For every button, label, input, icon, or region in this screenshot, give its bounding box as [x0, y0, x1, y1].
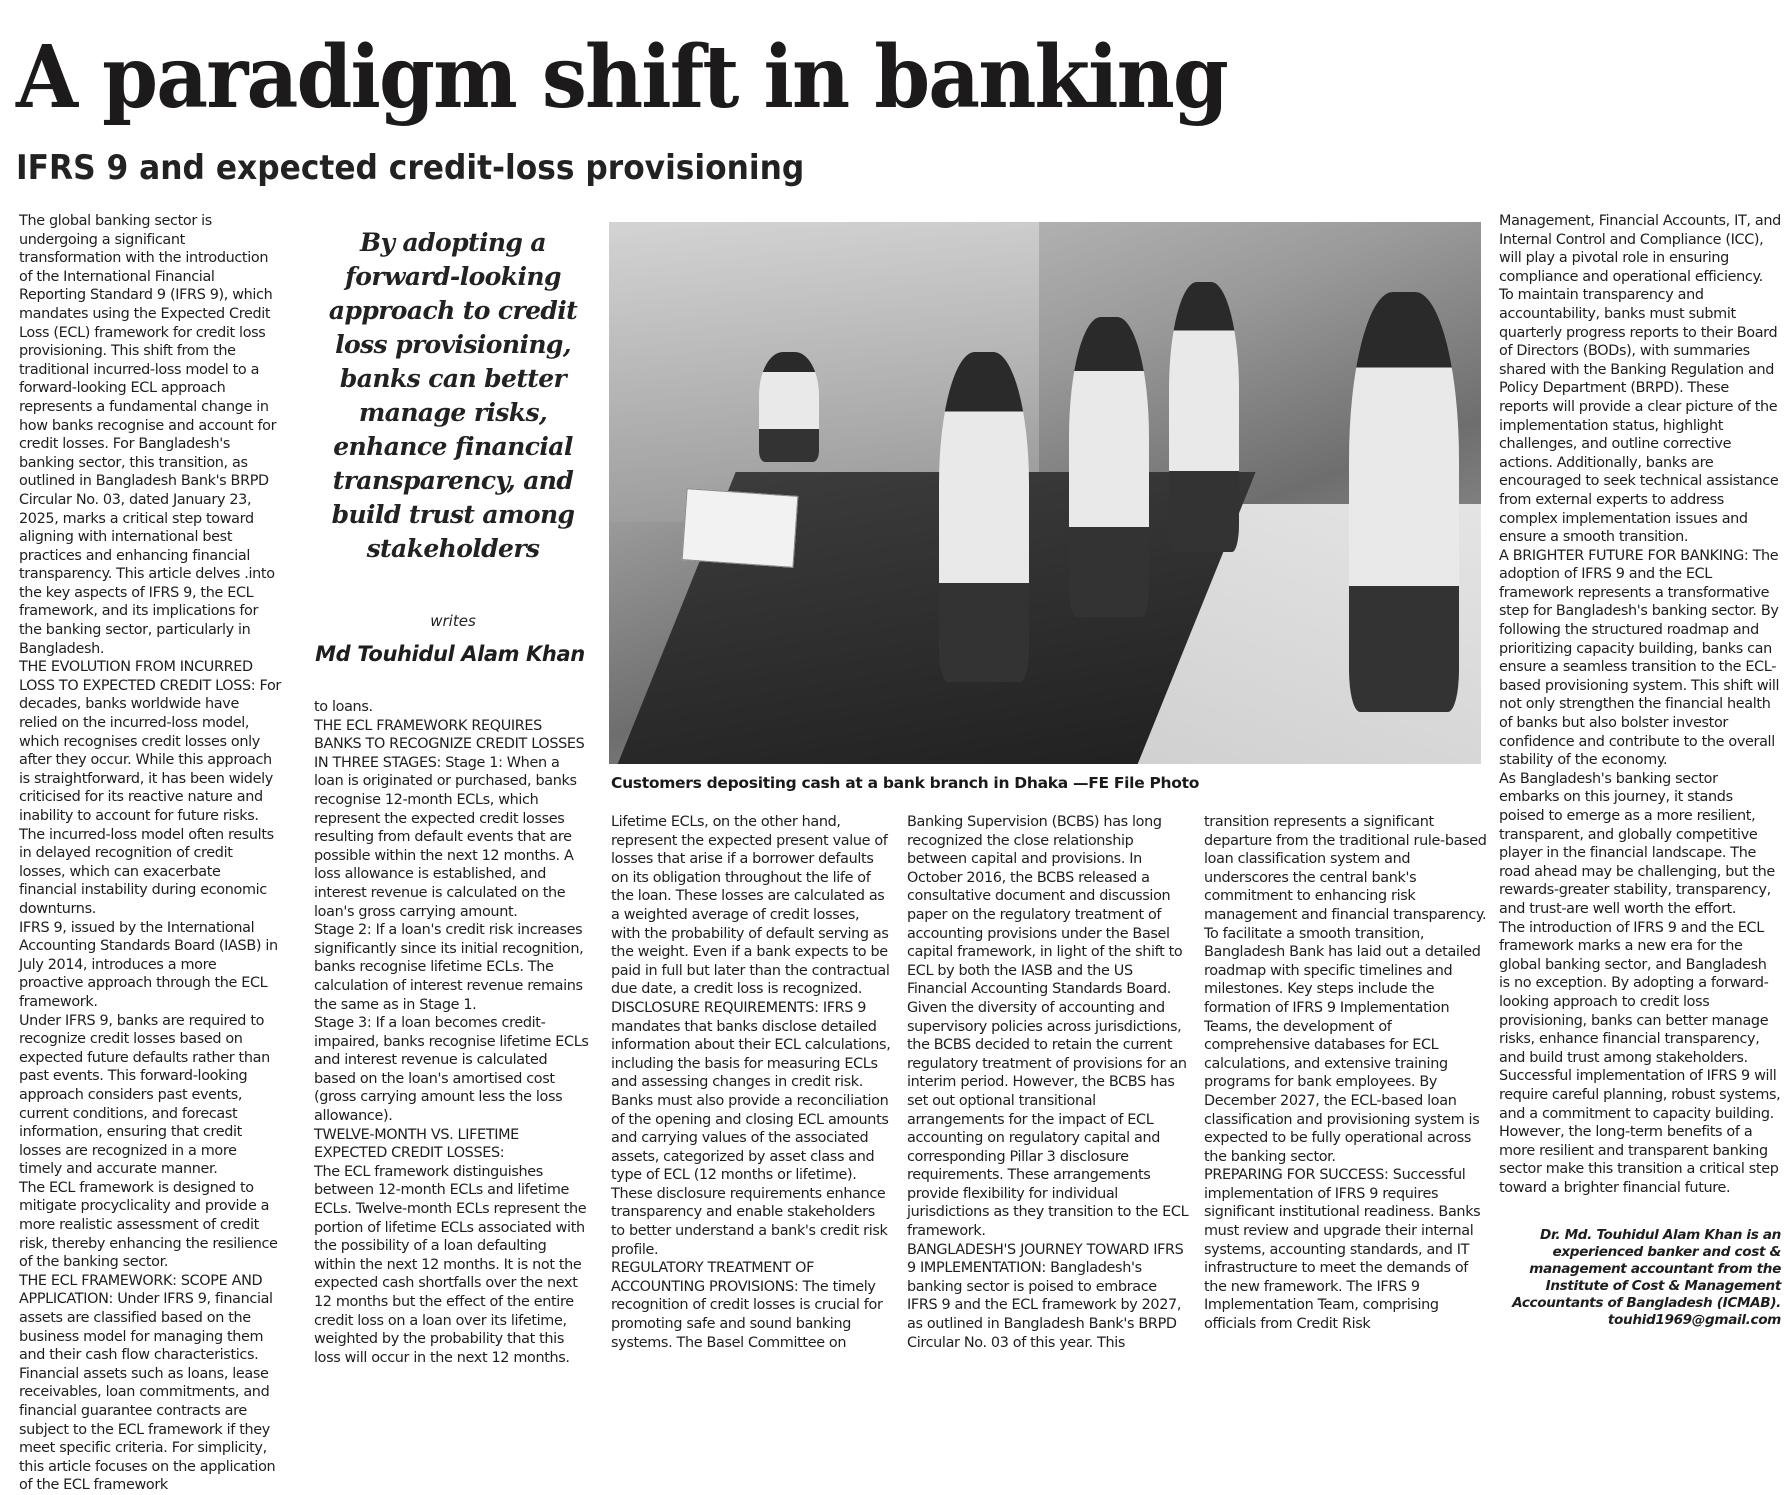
paragraph: The global banking sector is undergoing a significant transformation with the introduction of the International Financial Reporting Standard 9 (IFRS 9), which mandates using the Expected Credit Loss (ECL) framework for credit loss provisioning. This shift from the traditional incurred-loss model to a forward-looking ECL approach represents a fundamental change in how banks recognise and account for credit losses. For Bangladesh's banking sector, this transition, as outlined in Bangladesh Bank's BRPD Circular No. 03, dated January 23, 2025, marks a critical step toward aligning with international best practices and enhancing financial transparency. This article delves .into the key aspects of IFRS 9, the ECL framework, and its implications for the banking sector, particularly in Bangladesh. — [19, 213, 277, 657]
paragraph: DISCLOSURE REQUIREMENTS: IFRS 9 mandates that banks disclose detailed information about their ECL calculations, including the basis for measuring ECLs and assessing changes in credit risk. Banks must also provide a reconciliation of the opening and closing ECL amounts and carrying values of the associated assets, categorized by asset class and type of ECL (12 months or lifetime). These disclosure requirements enhance transparency and enable stakeholders to better understand a bank's credit risk profile. — [611, 999, 891, 1258]
bio-line: experienced banker and cost & — [1552, 1244, 1781, 1261]
paragraph: Under IFRS 9, banks are required to recognize credit losses based on expected future defaults rather than past events. This forward-looking approach considers past events, current conditions, and forecast information, ensuring that credit losses are recognized in a more timely and accurate manner. — [19, 1012, 270, 1178]
paragraph: Management, Financial Accounts, IT, and Internal Control and Compliance (ICC), will play a pivotal role in ensuring compliance and operational efficiency. — [1499, 213, 1781, 285]
paragraph: THE ECL FRAMEWORK REQUIRES BANKS TO RECOGNIZE CREDIT LOSSES IN THREE STAGES: Stage 1: When a loan is originated or purchased, banks recognise 12-month ECLs, which represent the expected credit losses resulting from default events that are possible within the next 12 months. A loss allowance is established, and interest revenue is calculated on the loan's gross carrying amount. — [314, 717, 585, 920]
article-column-6 — [1499, 212, 1781, 1329]
bio-line: Accountants of Bangladesh (ICMAB). — [1512, 1295, 1781, 1312]
pull-quote: By adopting a forward-looking approach to credit loss provisioning, banks can better manage risks, enhance financial transparency, and build trust among stakeholders — [328, 228, 578, 563]
article-column-1 — [19, 212, 281, 1495]
photo-person — [1169, 282, 1239, 552]
paragraph: Lifetime ECLs, on the other hand, represent the expected present value of losses that arise if a borrower defaults on its obligation throughout the life of the loan. These losses are calculated as a weighted average of credit losses, with the probability of default serving as the weight. Even if a bank expects to be paid in full but later than the contractual due date, a credit loss is recognized. — [611, 814, 890, 998]
paragraph: To maintain transparency and accountability, banks must submit quarterly progress reports to their Board of Directors (BODs), with summaries shared with the Banking Regulation and Policy Department (BRPD). These reports will provide a clear picture of the implementation status, highlight challenges, and outline corrective actions. Additionally, banks are encouraged to seek technical assistance from external experts to address complex implementation issues and ensure a smooth transition. — [1499, 287, 1779, 546]
writes-label: writes — [430, 612, 476, 630]
subheadline: IFRS 9 and expected credit-loss provisioning — [16, 148, 805, 188]
author-byline: Md Touhidul Alam Khan — [315, 642, 585, 666]
photo-teller — [759, 352, 819, 462]
photo-person — [1069, 317, 1149, 617]
paragraph: PREPARING FOR SUCCESS: Successful implementation of IFRS 9 requires significant institutional readiness. Banks must review and upgrade their internal systems, accounting standards, and IT infrastructure to meet the demands of the new framework. The IFRS 9 Implementation Team, comprising officials from Credit Risk — [1204, 1167, 1481, 1333]
paragraph: Stage 2: If a loan's credit risk increases significantly since its initial recognition, banks recognise lifetime ECLs. The calculation of interest revenue remains the same as in Stage 1. — [314, 922, 584, 1013]
paragraph: THE ECL FRAMEWORK: SCOPE AND APPLICATION: Under IFRS 9, financial assets are classified based on the business model for managing them and their cash flow characteristics. Financial assets such as loans, lease receivables, loan commitments, and financial guarantee contracts are subject to the ECL framework if they meet specific criteria. For simplicity, this article focuses on the application of the ECL framework — [19, 1272, 276, 1494]
headline: A paradigm shift in banking — [16, 27, 1227, 128]
paragraph: BANGLADESH'S JOURNEY TOWARD IFRS 9 IMPLEMENTATION: Bangladesh's banking sector is poised to embrace IFRS 9 and the ECL framework by 2027, as outlined in Bangladesh Bank's BRPD Circular No. 03 of this year. This — [907, 1241, 1184, 1351]
paragraph: A BRIGHTER FUTURE FOR BANKING: The adoption of IFRS 9 and the ECL framework represents a transformative step for Bangladesh's banking sector. By following the structured roadmap and prioritizing capacity building, banks can ensure a seamless transition to the ECL-based provisioning system. This shift will not only strengthen the financial health of banks but also bolster investor confidence and contribute to the overall stability of the economy. — [1499, 547, 1780, 769]
article-column-3 — [611, 813, 891, 1352]
article-column-5 — [1204, 813, 1489, 1334]
photo-person — [1349, 292, 1459, 712]
author-bio — [1499, 1227, 1781, 1329]
article-column-2 — [314, 698, 589, 1367]
paragraph: REGULATORY TREATMENT OF ACCOUNTING PROVISIONS: The timely recognition of credit losses is crucial for promoting safe and sound banking systems. The Basel Committee on — [611, 1260, 883, 1351]
paragraph: Given the diversity of accounting and supervisory policies across jurisdictions, the BCBS decided to retain the current regulatory treatment of provisions for an interim period. However, the BCBS has set out optional transitional arrangements for the impact of ECL accounting on regulatory capital and corresponding Pillar 3 disclosure requirements. These arrangements provide flexibility for individual jurisdictions as they transition to the ECL framework. — [907, 999, 1189, 1240]
paragraph: The introduction of IFRS 9 and the ECL framework marks a new era for the global banking sector, and Bangladesh is no exception. By adopting a forward-looking approach to credit loss provisioning, banks can better manage risks, enhance financial transparency, and build trust among stakeholders. Successful implementation of IFRS 9 will require careful planning, robust systems, and a commitment to capacity building. However, the long-term benefits of a more resilient and transparent banking sector make this transition a critical step toward a brighter financial future. — [1499, 919, 1781, 1196]
bio-line: Institute of Cost & Management — [1545, 1278, 1781, 1295]
author-email: touhid1969@gmail.com — [1607, 1312, 1781, 1329]
paragraph: Banking Supervision (BCBS) has long recognized the close relationship between capital and provisions. In October 2016, the BCBS released a consultative document and discussion paper on the regulatory treatment of accounting provisions under the Basel capital framework, in light of the shift to ECL by both the IASB and the US Financial Accounting Standards Board. — [907, 814, 1183, 998]
paragraph: IFRS 9, issued by the International Accounting Standards Board (IASB) in July 2014, introduces a more proactive approach through the ECL framework. — [19, 919, 278, 1010]
paragraph: Stage 3: If a loan becomes credit-impaired, banks recognise lifetime ECLs and interest revenue is calculated based on the loan's amortised cost (gross carrying amount less the loss allowance). — [314, 1015, 589, 1125]
bio-line: management accountant from the — [1529, 1261, 1781, 1278]
photo-caption: Customers depositing cash at a bank branch in Dhaka —FE File Photo — [611, 774, 1200, 792]
photo-person — [939, 352, 1029, 682]
news-photo — [609, 222, 1481, 764]
article-column-4 — [907, 813, 1189, 1352]
photo-counter-sign — [682, 488, 799, 568]
paragraph: The ECL framework is designed to mitigate procyclicality and provide a more realistic assessment of credit risk, thereby enhancing the resilience of the banking sector. — [19, 1179, 278, 1271]
paragraph: transition represents a significant departure from the traditional rule-based loan classification system and underscores the central bank's commitment to enhancing risk management and financial transparency. — [1204, 814, 1487, 923]
paragraph: The ECL framework distinguishes between 12-month ECLs and lifetime ECLs. Twelve-month ECLs represent the portion of lifetime ECLs associated with the possibility of a loan defaulting within the next 12 months. It is not the expected cash shortfalls over the next 12 months but the effect of the entire credit loss on a loan over its lifetime, weighted by the probability that this loss will occur in the next 12 months. — [314, 1163, 587, 1366]
paragraph: To facilitate a smooth transition, Bangladesh Bank has laid out a detailed roadmap with specific timelines and milestones. Key steps include the formation of IFRS 9 Implementation Teams, the development of comprehensive databases for ECL calculations, and extensive training programs for bank employees. By December 2027, the ECL-based loan classification and provisioning system is expected to be fully operational across the banking sector. — [1204, 925, 1481, 1165]
paragraph: As Bangladesh's banking sector embarks on this journey, it stands poised to emerge as a more resilient, transparent, and globally competitive player in the financial landscape. The road ahead may be challenging, but the rewards-greater stability, transparency, and trust-are well worth the effort. — [1499, 770, 1775, 917]
paragraph: to loans. — [314, 699, 373, 715]
bio-line: Dr. Md. Touhidul Alam Khan is an — [1540, 1227, 1781, 1244]
paragraph: TWELVE-MONTH VS. LIFETIME EXPECTED CREDIT LOSSES: — [314, 1126, 519, 1162]
paragraph: THE EVOLUTION FROM INCURRED LOSS TO EXPECTED CREDIT LOSS: For decades, banks worldwide have relied on the incurred-loss model, which recognises credit losses only after they occur. While this approach is straightforward, it has been widely criticised for its reactive nature and inability to account for future risks. The incurred-loss model often results in delayed recognition of credit losses, which can exacerbate financial instability during economic downturns. — [19, 659, 281, 917]
